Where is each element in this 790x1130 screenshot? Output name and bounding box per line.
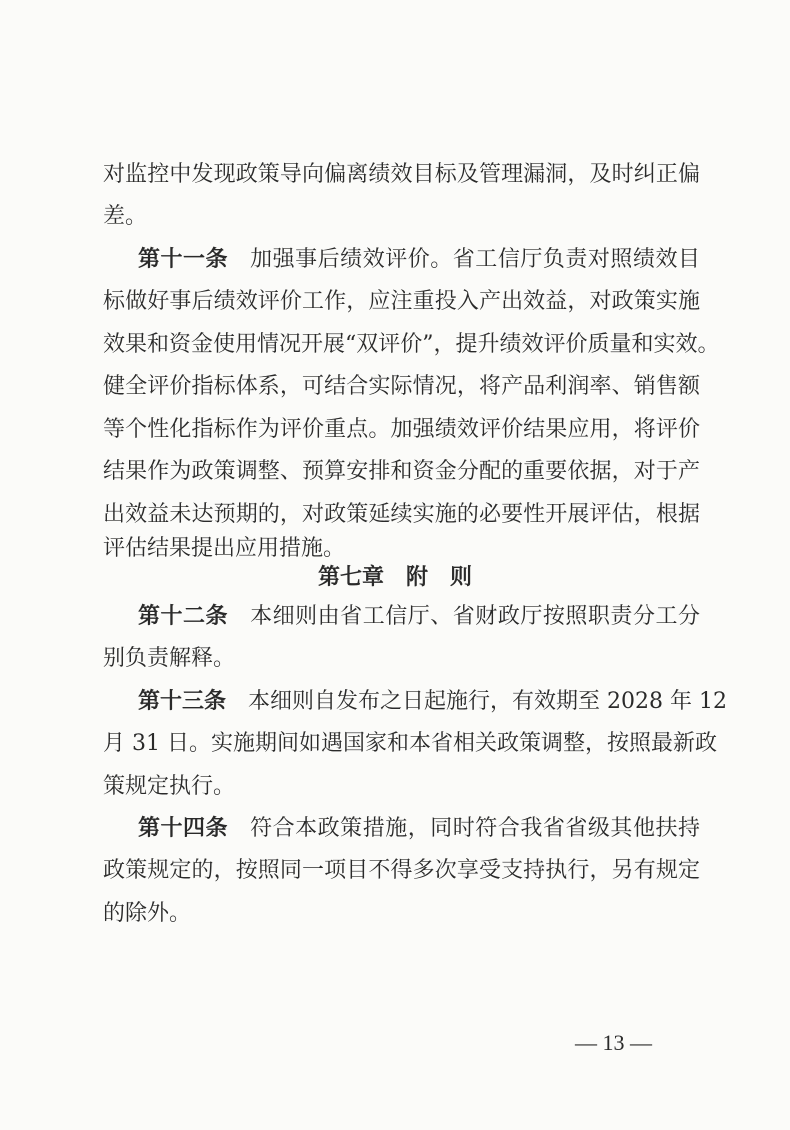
text: 本细则自发布之日起施行，有效期至 2028 年 12 bbox=[248, 689, 727, 714]
article-label: 第十三条 bbox=[138, 689, 227, 714]
article-label: 第十四条 bbox=[138, 816, 229, 841]
chapter-title: 第七章 附 则 bbox=[317, 565, 472, 590]
article-label: 第十二条 bbox=[138, 604, 229, 629]
text-line: 策规定执行。 bbox=[103, 774, 236, 799]
text: 符合本政策措施，同时符合我省省级其他扶持 bbox=[250, 816, 700, 841]
text-line: 标做好事后绩效评价工作，应注重投入产出效益，对政策实施 bbox=[103, 289, 700, 314]
article-12-first-line bbox=[138, 602, 700, 632]
text-line: 对监控中发现政策导向偏离绩效目标及管理漏洞，及时纠正偏 bbox=[103, 162, 700, 187]
text: 本细则由省工信厅、省财政厅按照职责分工分 bbox=[250, 604, 700, 629]
text-line: 差。 bbox=[103, 204, 148, 229]
text-line: 的除外。 bbox=[103, 901, 192, 926]
text-line: 政策规定的，按照同一项目不得多次享受支持执行，另有规定 bbox=[103, 858, 700, 883]
text-line: 出效益未达预期的，对政策延续实施的必要性开展评估，根据 bbox=[103, 502, 700, 527]
page-number: — 13 — bbox=[575, 1030, 652, 1055]
text-line: 效果和资金使用情况开展“双评价”，提升绩效评价质量和实效。 bbox=[103, 332, 720, 357]
text-line: 等个性化指标作为评价重点。加强绩效评价结果应用，将评价 bbox=[103, 417, 700, 442]
text-line: 结果作为政策调整、预算安排和资金分配的重要依据，对于产 bbox=[103, 459, 700, 484]
article-11-first-line bbox=[138, 245, 700, 275]
article-label: 第十一条 bbox=[138, 247, 229, 272]
text: 加强事后绩效评价。省工信厅负责对照绩效目 bbox=[250, 247, 700, 272]
article-13-first-line bbox=[138, 687, 727, 717]
text-line: 别负责解释。 bbox=[103, 646, 236, 671]
text-line: 健全评价指标体系，可结合实际情况，将产品利润率、销售额 bbox=[103, 374, 700, 399]
text-line: 月 31 日。实施期间如遇国家和本省相关政策调整，按照最新政 bbox=[103, 731, 717, 756]
text-line: 评估结果提出应用措施。 bbox=[103, 536, 346, 561]
article-14-first-line bbox=[138, 814, 700, 844]
